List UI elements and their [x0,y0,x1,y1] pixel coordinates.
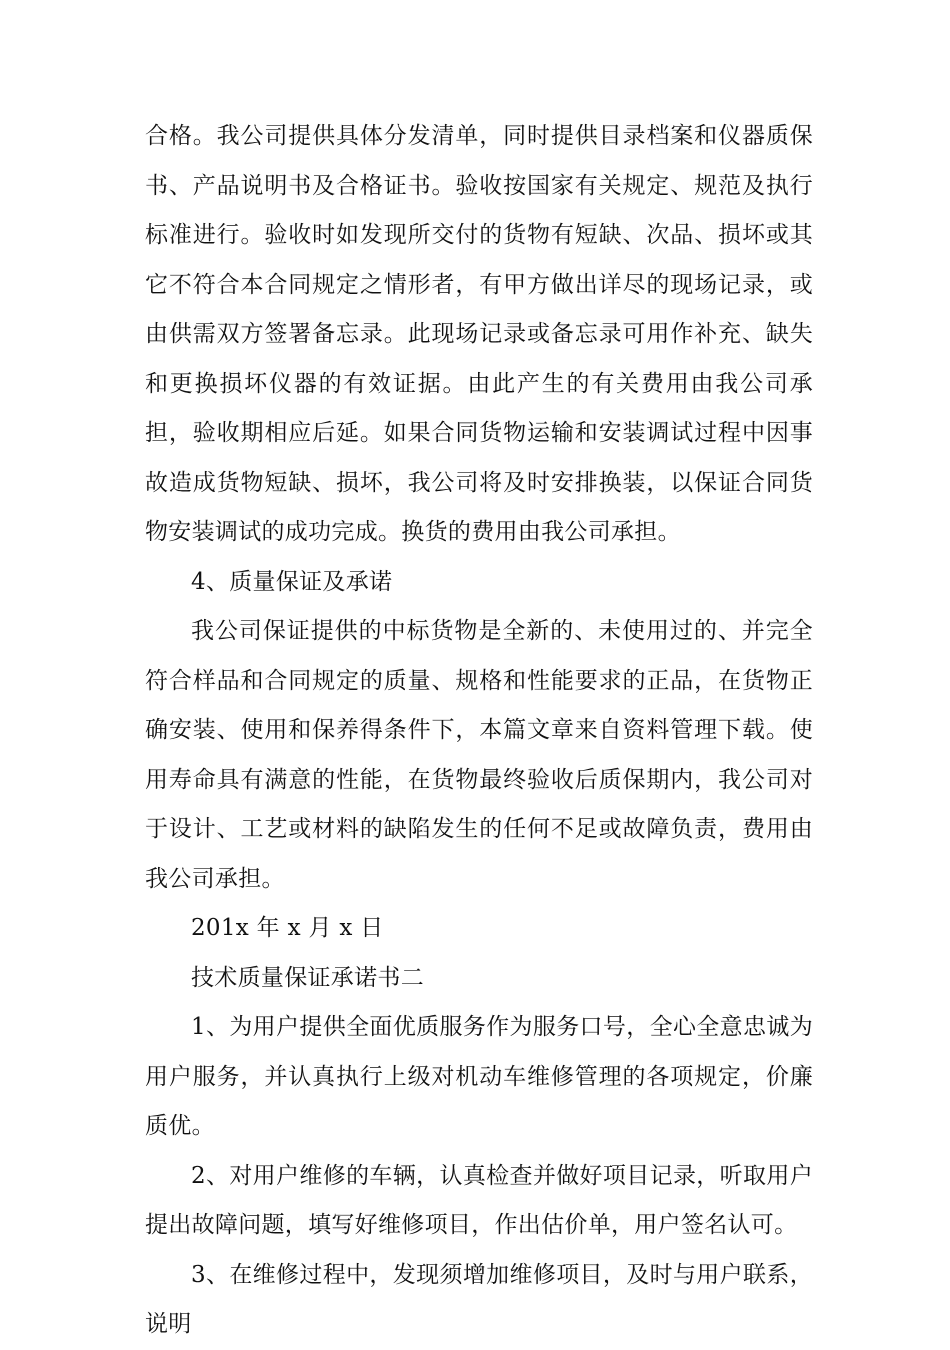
paragraph-item-1: 1、为用户提供全面优质服务作为服务口号，全心全意忠诚为用户服务，并认真执行上级对机动车维修管理的各项规定，价廉质优。 [145,1014,813,1139]
date-line: 201x 年 x 月 x 日 [191,915,384,941]
paragraph-item-3: 3、在维修过程中，发现须增加维修项目，及时与用户联系，说明 [145,1261,813,1337]
paragraph-acceptance-continued: 合格。我公司提供具体分发清单，同时提供目录档案和仪器质保书、产品说明书及合格证书。验收按国家有关规定、规范及执行标准进行。验收时如发现所交付的货物有短缺、次品、损坏或其它不符合本合同规定之情形者，有甲方做出详尽的现场记录，或由供需双方签署备忘录。此现场记录或备忘录可用作补充、缺失和更换损坏仪器的有效证据。由此产生的有关费用由我公司承担，验收期相应后延。如果合同货物运输和安装调试过程中因事故造成货物短缺、损坏，我公司将及时安排换装，以保证合同货物安装调试的成功完成。换货的费用由我公司承担。 [145,123,813,545]
paragraph-quality-guarantee: 我公司保证提供的中标货物是全新的、未使用过的、并完全符合样品和合同规定的质量、规格和性能要求的正品，在货物正确安装、使用和保养得条件下，本篇文章来自资料管理下载。使用寿命具有满意的性能，在货物最终验收后质保期内，我公司对于设计、工艺或材料的缺陷发生的任何不足或故障负责，费用由我公司承担。 [145,618,813,892]
document-body [145,112,813,1350]
document-title-two: 技术质量保证承诺书二 [191,964,424,991]
section-heading-quality-guarantee: 4、质量保证及承诺 [191,568,393,595]
paragraph-item-2: 2、对用户维修的车辆，认真检查并做好项目记录，听取用户提出故障问题，填写好维修项目，作出估价单，用户签名认可。 [145,1162,813,1238]
